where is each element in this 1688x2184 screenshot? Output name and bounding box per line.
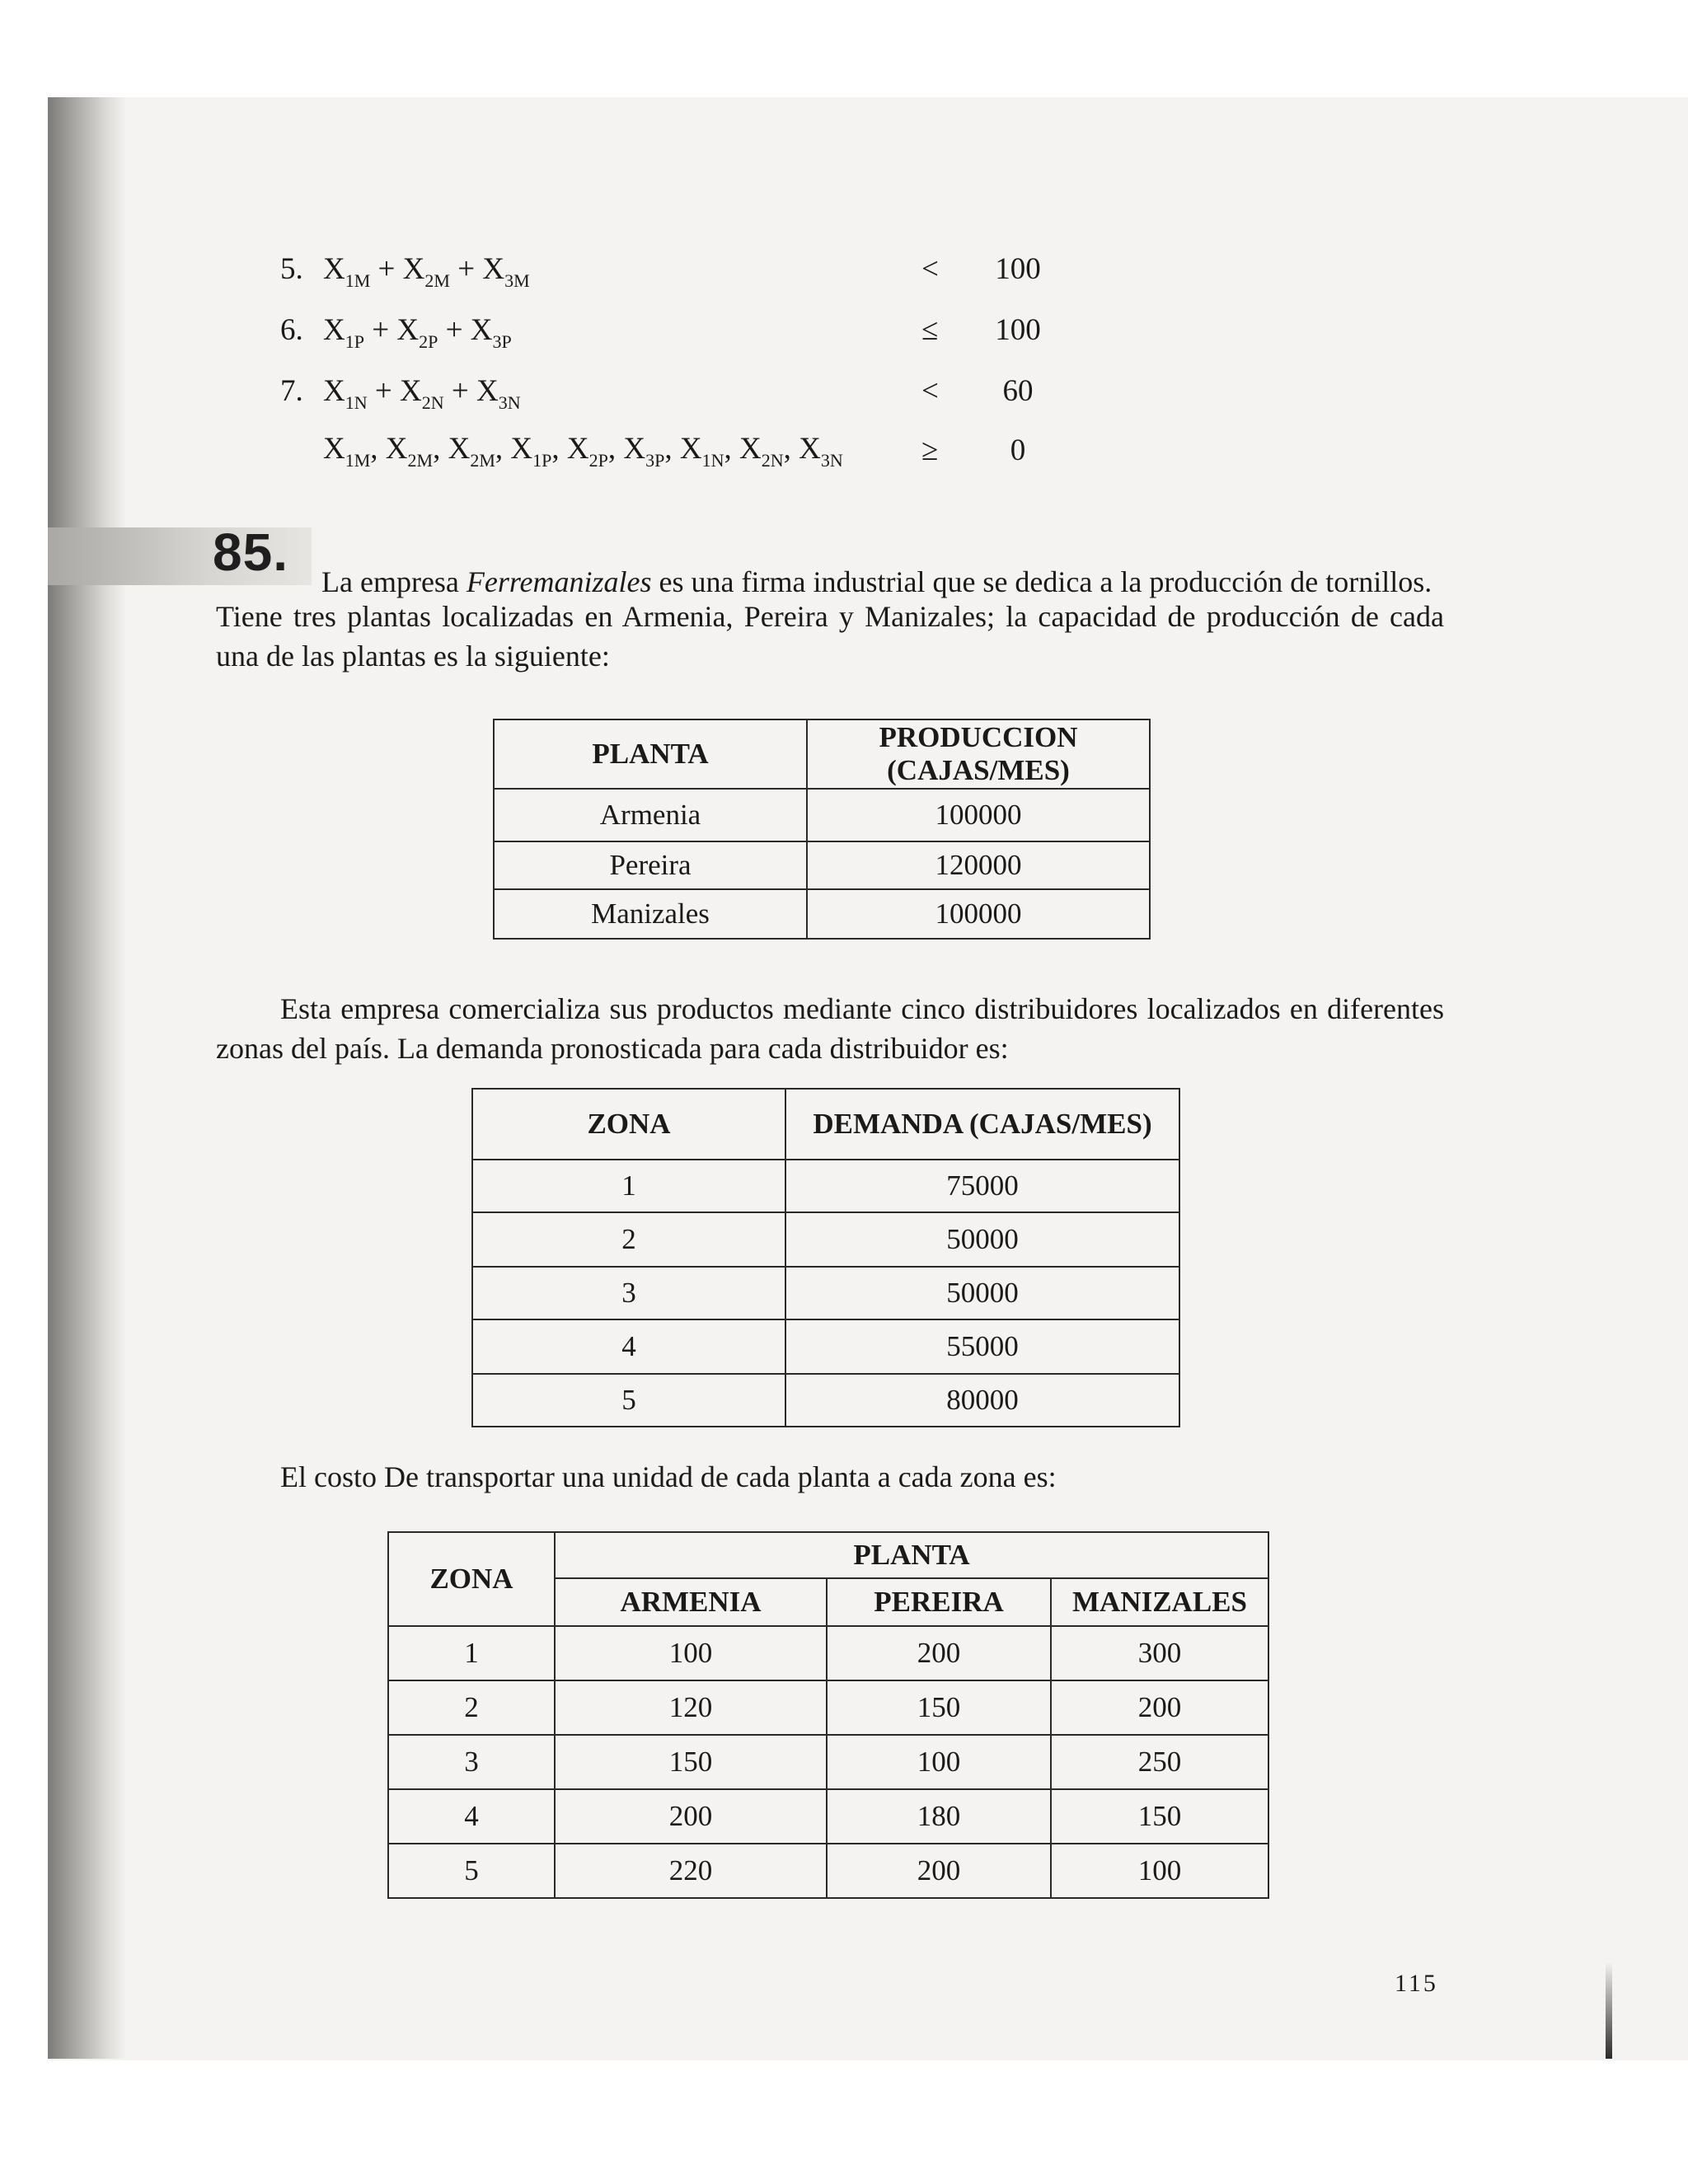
book-spine-shadow bbox=[48, 97, 126, 2059]
constraint-5-relation: < bbox=[921, 252, 939, 286]
problem-intro-line: La empresa Ferremanizales es una firma industrial que se dedica a la producción de tornillos. bbox=[321, 565, 1432, 598]
nonnegativity-relation: ≥ bbox=[921, 434, 939, 467]
constraint-6-rhs: 100 bbox=[995, 313, 1041, 347]
demand-table bbox=[471, 1088, 1180, 1427]
problem-intro-continued: Tiene tres plantas localizadas en Armenia, Pereira y Manizales; la capacidad de producción de cada una de las plantas es la siguiente: bbox=[216, 600, 1444, 673]
constraint-5-rhs: 100 bbox=[995, 252, 1041, 286]
table-row: 4 55000 bbox=[472, 1319, 1179, 1374]
company-name: Ferremanizales bbox=[466, 565, 652, 598]
demand-table-header: ZONA DEMANDA (CAJAS/MES) bbox=[472, 1089, 1179, 1160]
production-table-header: PLANTA PRODUCCION (CAJAS/MES) bbox=[494, 719, 1150, 789]
distributors-paragraph: Esta empresa comercializa sus productos mediante cinco distribuidores localizados en diferentes zonas del país. La demanda pronosticada para cada distribuidor es: bbox=[216, 992, 1444, 1065]
page-top-margin bbox=[0, 0, 1688, 97]
table-row: 4 200 180 150 bbox=[388, 1789, 1268, 1844]
constraint-7-relation: < bbox=[921, 374, 939, 408]
cost-table bbox=[387, 1531, 1269, 1899]
constraint-6: 6. $X_{1P} + X_{2P} + X_{3P}$ bbox=[280, 313, 512, 352]
table-row: 2 120 150 200 bbox=[388, 1680, 1268, 1735]
table-row: 5 220 200 100 bbox=[388, 1844, 1268, 1898]
table-row: Pereira 120000 bbox=[494, 841, 1150, 889]
table-row: 5 80000 bbox=[472, 1374, 1179, 1427]
problem-number: 85. bbox=[213, 523, 288, 582]
table-row: Armenia 100000 bbox=[494, 789, 1150, 841]
page-left-margin bbox=[0, 97, 48, 2060]
page-bottom-margin bbox=[0, 2060, 1688, 2184]
table-row: 3 50000 bbox=[472, 1267, 1179, 1319]
table-row: 3 150 100 250 bbox=[388, 1735, 1268, 1789]
page-number: 115 bbox=[1395, 1970, 1438, 1997]
cost-table-header-plants: ARMENIA PEREIRA MANIZALES bbox=[388, 1578, 1268, 1626]
table-row: 2 50000 bbox=[472, 1212, 1179, 1267]
table-row: Manizales 100000 bbox=[494, 889, 1150, 939]
cost-table-header-top: ZONA PLANTA bbox=[388, 1532, 1268, 1578]
nonnegativity-constraint: $X_{1M}$, $X_{2M}$, $X_{2M}$, $X_{1P}$, $X_{2P}$, $X_{3P}$, $X_{1N}$, $X_{2N}$, $X_{3N}$ bbox=[323, 432, 843, 471]
constraint-7-rhs: 60 bbox=[1002, 374, 1034, 408]
constraint-5: 5. $X_{1M} + X_{2M} + X_{3M}$ bbox=[280, 252, 530, 291]
constraint-6-relation: ≤ bbox=[921, 313, 939, 347]
table-row: 1 100 200 300 bbox=[388, 1626, 1268, 1680]
table-row: 1 75000 bbox=[472, 1160, 1179, 1212]
page-edge-mark bbox=[1606, 1961, 1612, 2059]
cost-caption: El costo De transportar una unidad de cada planta a cada zona es: bbox=[280, 1460, 1057, 1493]
production-table bbox=[493, 719, 1151, 940]
constraint-7: 7. $X_{1N} + X_{2N} + X_{3N}$ bbox=[280, 374, 521, 413]
nonnegativity-rhs: 0 bbox=[1010, 434, 1026, 467]
